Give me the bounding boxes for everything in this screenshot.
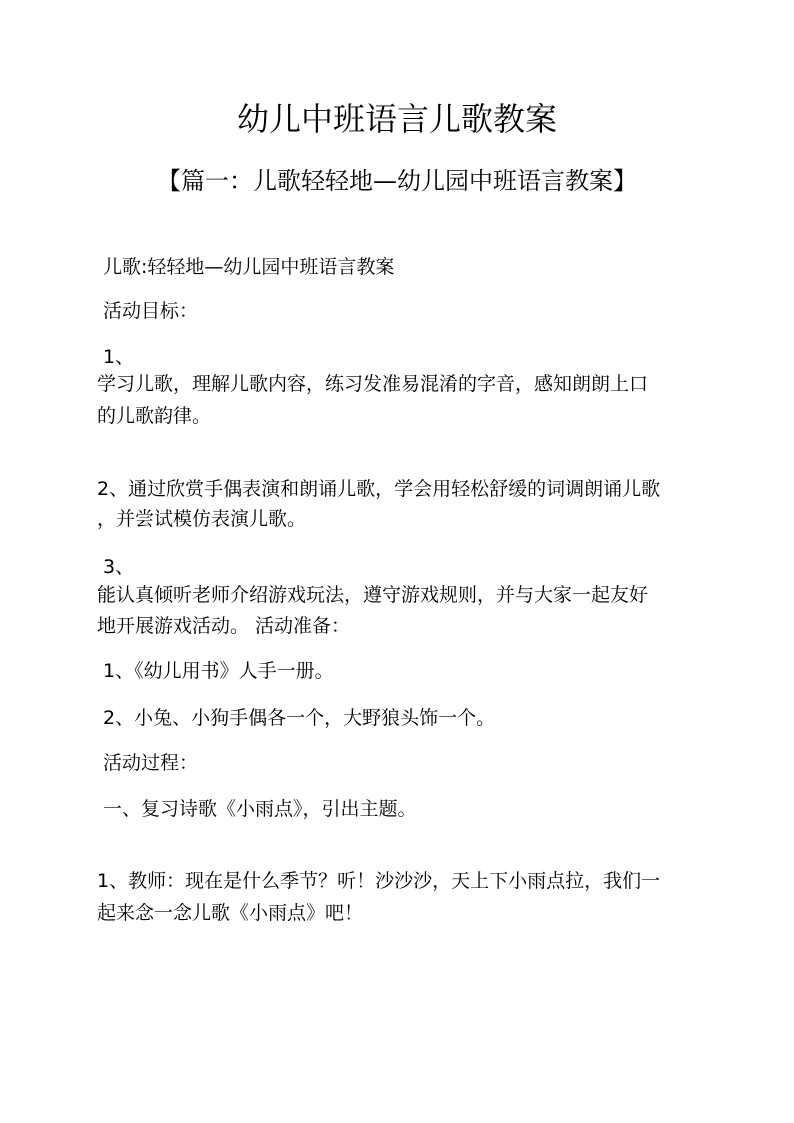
goal1-text-line2: 的儿歌韵律。 [97, 405, 212, 427]
document-subtitle: 【篇一：儿歌轻轻地—幼儿园中班语言教案】 [157, 167, 637, 195]
prep-item-2: 2、小兔、小狗手偶各一个，大野狼头饰一个。 [103, 707, 496, 729]
goal1-text-line1: 学习儿歌，理解儿歌内容，练习发准易混淆的字音，感知朗朗上口 [97, 373, 649, 395]
document-title: 幼儿中班语言儿歌教案 [236, 100, 557, 138]
goals-label: 活动目标： [103, 300, 199, 322]
goal1-number: 1、 [103, 346, 135, 368]
prep-item-1: 1、《幼儿用书》人手一册。 [103, 660, 334, 682]
process-step-1-1-line2: 起来念一念儿歌《小雨点》吧！ [97, 902, 364, 924]
goal2-text-line2: ，并尝试模仿表演儿歌。 [97, 508, 307, 530]
goal2-text-line1: 2、通过欣赏手偶表演和朗诵儿歌，学会用轻松舒缓的词调朗诵儿歌 [97, 478, 661, 500]
goal3-text-line2: 地开展游戏活动。 活动准备： [97, 615, 351, 637]
goal3-number: 3、 [103, 556, 135, 578]
lesson-heading: 儿歌:轻轻地—幼儿园中班语言教案 [103, 256, 395, 278]
process-step-1-1-line1: 1、教师：现在是什么季节？听！沙沙沙，天上下小雨点拉，我们一 [97, 870, 661, 892]
goal3-text-line1: 能认真倾听老师介绍游戏玩法，遵守游戏规则，并与大家一起友好 [97, 584, 649, 606]
process-label: 活动过程： [103, 752, 199, 774]
process-step-1: 一、复习诗歌《小雨点》，引出主题。 [103, 798, 417, 820]
